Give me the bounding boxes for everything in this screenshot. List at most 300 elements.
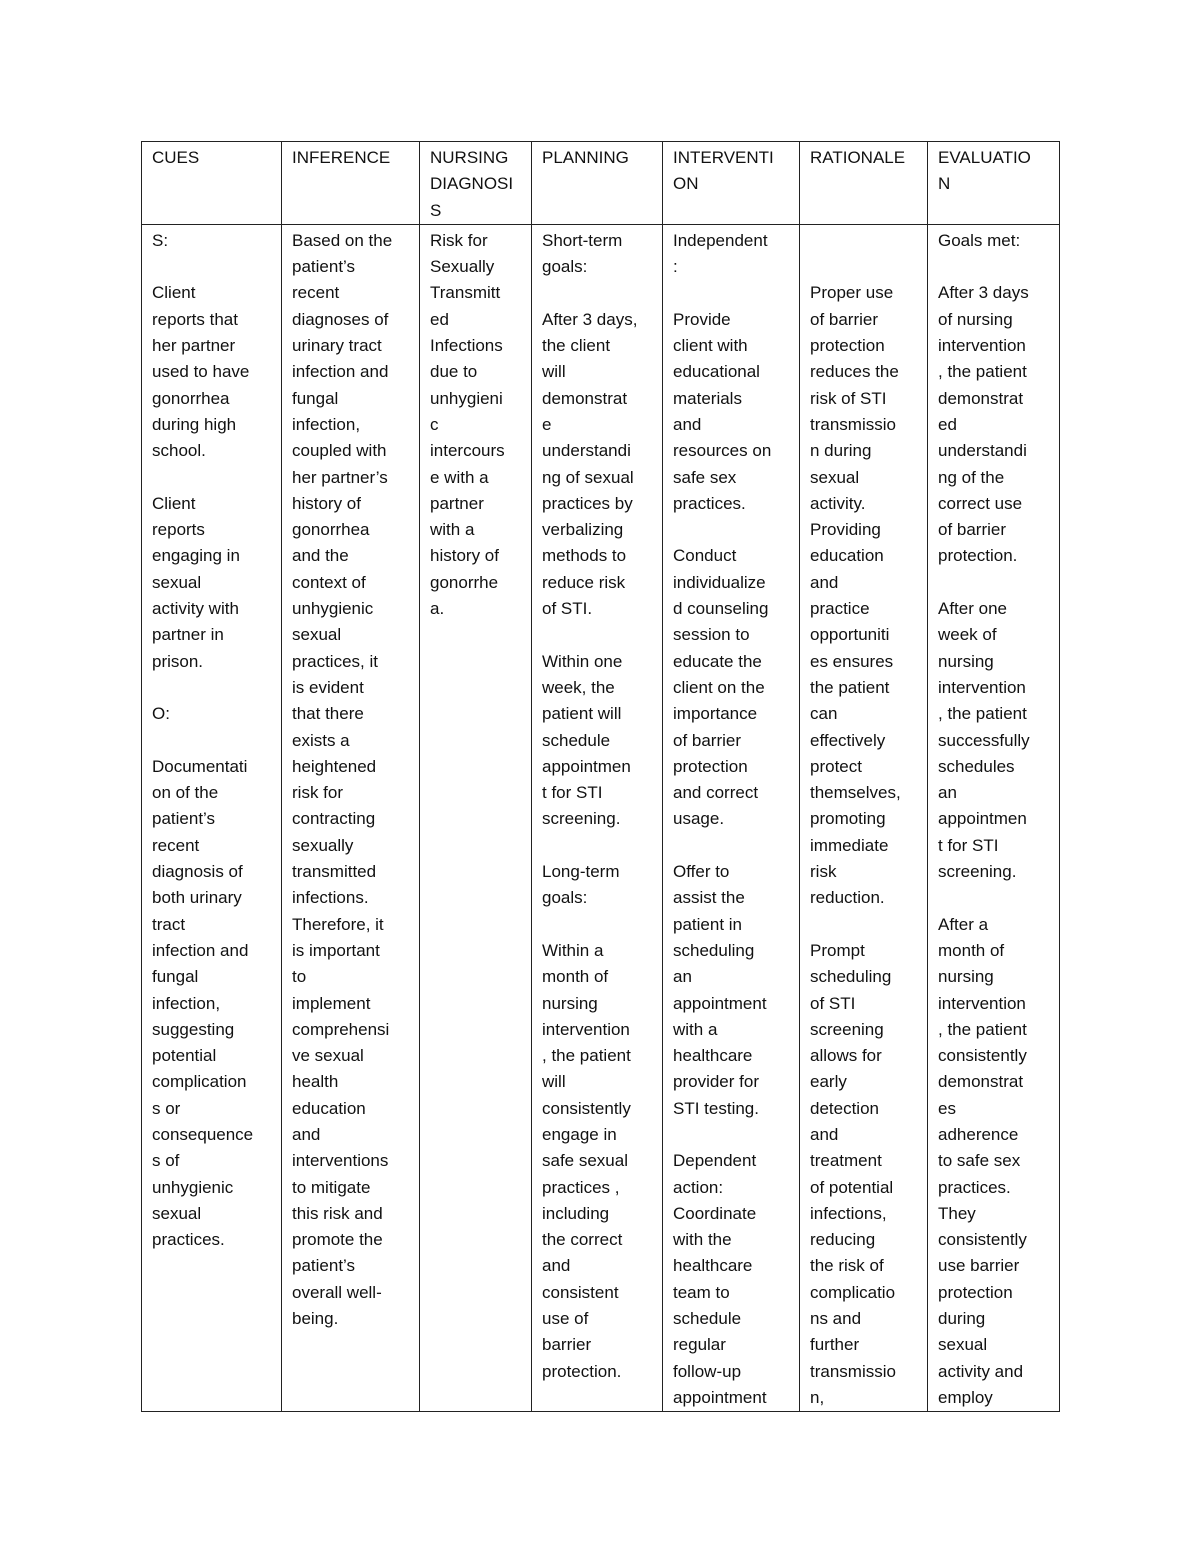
- text-line: including: [542, 1203, 610, 1223]
- text-line: allows for: [810, 1046, 882, 1066]
- text-line: unhygienic: [292, 599, 374, 619]
- text-line: activity.: [810, 493, 866, 513]
- text-line: reports that: [152, 309, 238, 329]
- text-line: early: [810, 1072, 847, 1092]
- text-line: risk of STI: [810, 388, 887, 408]
- text-line: schedule: [542, 730, 611, 750]
- text-line: implement: [292, 993, 371, 1013]
- text-line: [542, 280, 658, 306]
- text-line: suggesting: [152, 1019, 235, 1039]
- nursing-diagnosis-cell: [420, 224, 532, 1411]
- text-line: practices, it: [292, 651, 378, 671]
- text-line: verbalizing: [542, 520, 624, 540]
- text-line: to: [292, 967, 307, 987]
- text-line: patient in: [673, 914, 742, 934]
- text-line: patient will: [542, 704, 622, 724]
- text-line: consistently: [542, 1098, 631, 1118]
- text-line: month of: [938, 940, 1005, 960]
- text-line: health: [292, 1072, 339, 1092]
- text-line: session to: [673, 625, 750, 645]
- text-line: can: [810, 704, 838, 724]
- text-line: effectively: [810, 730, 886, 750]
- text-line: on of the: [152, 783, 219, 803]
- text-line: EVALUATIO: [938, 148, 1031, 167]
- text-line: , the patient: [938, 1019, 1027, 1039]
- text-line: successfully: [938, 730, 1030, 750]
- text-line: They: [938, 1203, 976, 1223]
- text-line: gonorrhe: [430, 572, 499, 592]
- text-line: her partner: [152, 336, 236, 356]
- text-line: of nursing: [938, 309, 1013, 329]
- text-line: during: [938, 1309, 986, 1329]
- text-line: [938, 254, 1055, 280]
- text-line: safe sex: [673, 467, 737, 487]
- text-line: will: [542, 1072, 566, 1092]
- text-line: Conduct: [673, 546, 737, 566]
- text-line: t for STI: [542, 783, 603, 803]
- text-line: the risk of: [810, 1256, 884, 1276]
- text-line: Short-term: [542, 230, 623, 250]
- text-line: education: [292, 1098, 366, 1118]
- text-line: diagnoses of: [292, 309, 389, 329]
- text-line: gonorrhea: [292, 520, 370, 540]
- text-line: detection: [810, 1098, 879, 1118]
- text-line: the correct: [542, 1230, 623, 1250]
- text-line: engaging in: [152, 546, 240, 566]
- text-line: reduce risk: [542, 572, 626, 592]
- text-line: NURSING: [430, 148, 509, 167]
- text-line: this risk and: [292, 1203, 383, 1223]
- text-line: After 3 days: [938, 283, 1029, 303]
- text-line: appointment: [673, 1387, 767, 1407]
- text-line: sexual: [810, 467, 860, 487]
- text-line: [673, 517, 795, 543]
- text-line: adherence: [938, 1124, 1019, 1144]
- text-line: with the: [673, 1230, 732, 1250]
- text-line: Transmitt: [430, 283, 501, 303]
- text-line: CUES: [152, 148, 200, 167]
- text-line: heightened: [292, 756, 377, 776]
- text-line: activity and: [938, 1361, 1024, 1381]
- text-line: Based on the: [292, 230, 393, 250]
- text-line: N: [938, 174, 951, 194]
- text-line: Documentati: [152, 756, 248, 776]
- text-line: scheduling: [810, 967, 892, 987]
- text-line: sexual: [152, 572, 202, 592]
- text-line: and correct: [673, 783, 759, 803]
- text-line: sexually: [292, 835, 354, 855]
- text-line: to mitigate: [292, 1177, 371, 1197]
- text-line: demonstrat: [938, 388, 1024, 408]
- text-line: goals:: [542, 257, 588, 277]
- text-line: school.: [152, 441, 206, 461]
- text-line: [152, 254, 277, 280]
- text-line: scheduling: [673, 940, 755, 960]
- text-line: es: [938, 1098, 956, 1118]
- text-line: transmitted: [292, 862, 377, 882]
- text-line: [152, 465, 277, 491]
- text-line: d counseling: [673, 599, 769, 619]
- text-line: Infections: [430, 336, 503, 356]
- text-line: the patient: [810, 677, 890, 697]
- text-line: Sexually: [430, 257, 495, 277]
- text-line: e with a: [430, 467, 489, 487]
- text-line: resources on: [673, 441, 772, 461]
- text-line: exists a: [292, 730, 350, 750]
- text-line: used to have: [152, 362, 250, 382]
- text-line: ve sexual: [292, 1046, 364, 1066]
- text-line: reducing: [810, 1230, 876, 1250]
- text-line: intervention: [938, 677, 1026, 697]
- text-line: c: [430, 414, 439, 434]
- text-line: infections.: [292, 888, 369, 908]
- text-line: Client: [152, 283, 196, 303]
- text-line: intervention: [938, 336, 1026, 356]
- text-line: and: [810, 1124, 839, 1144]
- text-line: educational: [673, 362, 760, 382]
- text-line: e: [542, 414, 552, 434]
- text-line: demonstrat: [542, 388, 628, 408]
- text-line: demonstrat: [938, 1072, 1024, 1092]
- text-line: INFERENCE: [292, 148, 391, 167]
- text-line: activity with: [152, 599, 239, 619]
- text-line: intervention: [542, 1019, 630, 1039]
- text-line: prison.: [152, 651, 204, 671]
- text-line: [673, 280, 795, 306]
- text-line: intercours: [430, 441, 505, 461]
- text-line: patient’s: [152, 809, 216, 829]
- text-line: [152, 675, 277, 701]
- text-line: immediate: [810, 835, 889, 855]
- header-rationale: [800, 142, 928, 225]
- text-line: partner: [430, 493, 484, 513]
- text-line: :: [673, 257, 678, 277]
- text-line: will: [542, 362, 566, 382]
- text-line: opportuniti: [810, 625, 890, 645]
- text-line: unhygienic: [152, 1177, 234, 1197]
- text-line: After a: [938, 914, 989, 934]
- text-line: safe sexual: [542, 1151, 628, 1171]
- text-line: S: [430, 200, 442, 220]
- text-line: ed: [430, 309, 449, 329]
- text-line: transmissio: [810, 414, 896, 434]
- text-line: Proper use: [810, 283, 894, 303]
- planning-cell: [532, 224, 663, 1411]
- text-line: sexual: [938, 1335, 988, 1355]
- text-line: Independent: [673, 230, 768, 250]
- text-line: practices ,: [542, 1177, 620, 1197]
- text-line: use of: [542, 1309, 589, 1329]
- text-line: an: [673, 967, 692, 987]
- text-line: nursing: [542, 993, 598, 1013]
- text-line: unhygieni: [430, 388, 503, 408]
- rationale-cell: [800, 224, 928, 1411]
- text-line: assist the: [673, 888, 745, 908]
- text-line: patient’s: [292, 1256, 356, 1276]
- text-line: due to: [430, 362, 478, 382]
- text-line: appointmen: [542, 756, 631, 776]
- text-line: practices by: [542, 493, 633, 513]
- text-line: , the patient: [938, 704, 1027, 724]
- text-line: employ: [938, 1387, 993, 1407]
- text-line: month of: [542, 967, 609, 987]
- text-line: s or: [152, 1098, 181, 1118]
- text-line: urinary tract: [292, 336, 382, 356]
- text-line: infections,: [810, 1203, 887, 1223]
- text-line: complication: [152, 1072, 247, 1092]
- text-line: screening: [810, 1019, 884, 1039]
- text-line: interventions: [292, 1151, 389, 1171]
- text-line: and: [542, 1256, 571, 1276]
- text-line: a.: [430, 599, 445, 619]
- text-line: context of: [292, 572, 366, 592]
- text-line: protection.: [542, 1361, 622, 1381]
- text-line: importance: [673, 704, 758, 724]
- text-line: and: [292, 1124, 321, 1144]
- text-line: [152, 728, 277, 754]
- header-nursing-diagnosis: [420, 142, 532, 225]
- header-inference: [282, 142, 420, 225]
- text-line: sexual: [292, 625, 342, 645]
- text-line: infection and: [292, 362, 389, 382]
- text-line: practices.: [938, 1177, 1011, 1197]
- text-line: follow-up: [673, 1361, 742, 1381]
- text-line: is important: [292, 940, 380, 960]
- text-line: ng of sexual: [542, 467, 634, 487]
- text-line: understandi: [938, 441, 1027, 461]
- text-line: nursing: [938, 967, 994, 987]
- text-line: promote the: [292, 1230, 383, 1250]
- text-line: consistently: [938, 1230, 1027, 1250]
- text-line: Provide: [673, 309, 731, 329]
- cues-cell: [142, 224, 282, 1411]
- text-line: of barrier: [938, 520, 1007, 540]
- text-line: Within a: [542, 940, 604, 960]
- text-line: [810, 254, 923, 280]
- text-line: risk: [810, 862, 837, 882]
- text-line: After 3 days,: [542, 309, 638, 329]
- text-line: ng of the: [938, 467, 1005, 487]
- text-line: Therefore, it: [292, 914, 384, 934]
- text-line: client with: [673, 336, 748, 356]
- text-line: appointment: [673, 993, 767, 1013]
- text-line: After one: [938, 599, 1007, 619]
- text-line: protection: [938, 1282, 1013, 1302]
- text-line: comprehensi: [292, 1019, 390, 1039]
- text-line: schedules: [938, 756, 1015, 776]
- text-line: Coordinate: [673, 1203, 757, 1223]
- text-line: being.: [292, 1309, 339, 1329]
- text-line: ns and: [810, 1309, 862, 1329]
- text-line: reports: [152, 520, 205, 540]
- text-line: transmissio: [810, 1361, 896, 1381]
- text-line: risk for: [292, 783, 343, 803]
- text-line: s of: [152, 1151, 180, 1171]
- text-line: potential: [152, 1046, 217, 1066]
- text-line: , the patient: [938, 362, 1027, 382]
- text-line: team to: [673, 1282, 730, 1302]
- text-line: screening.: [542, 809, 621, 829]
- text-line: t for STI: [938, 835, 999, 855]
- text-line: client on the: [673, 677, 765, 697]
- nursing-care-plan-table: [141, 141, 1060, 1412]
- text-line: recent: [292, 283, 340, 303]
- text-line: healthcare: [673, 1046, 753, 1066]
- text-line: RATIONALE: [810, 148, 906, 167]
- text-line: Client: [152, 493, 196, 513]
- text-line: [673, 1122, 795, 1148]
- header-evaluation: [928, 142, 1060, 225]
- text-line: of barrier: [810, 309, 879, 329]
- text-line: n,: [810, 1387, 825, 1407]
- text-line: with a: [430, 520, 475, 540]
- text-line: during high: [152, 414, 237, 434]
- text-line: [673, 833, 795, 859]
- text-line: tract: [152, 914, 186, 934]
- text-line: and: [673, 414, 702, 434]
- header-intervention: [663, 142, 800, 225]
- text-line: Providing: [810, 520, 881, 540]
- text-line: , the patient: [542, 1046, 631, 1066]
- text-line: goals:: [542, 888, 588, 908]
- header-planning: [532, 142, 663, 225]
- text-line: history of: [292, 493, 361, 513]
- text-line: the client: [542, 336, 611, 356]
- text-line: further: [810, 1335, 860, 1355]
- text-line: screening.: [938, 862, 1017, 882]
- text-line: ON: [673, 174, 699, 194]
- text-line: gonorrhea: [152, 388, 230, 408]
- intervention-cell: [663, 224, 800, 1411]
- text-line: provider for: [673, 1072, 759, 1092]
- text-line: Prompt: [810, 940, 865, 960]
- text-line: fungal: [292, 388, 339, 408]
- text-line: that there: [292, 704, 364, 724]
- text-line: STI testing.: [673, 1098, 759, 1118]
- text-line: regular: [673, 1335, 726, 1355]
- text-line: usage.: [673, 809, 725, 829]
- text-line: week of: [938, 625, 997, 645]
- text-line: patient’s: [292, 257, 356, 277]
- text-line: consistently: [938, 1046, 1027, 1066]
- content-row: [142, 224, 1060, 1411]
- evaluation-cell: [928, 224, 1060, 1411]
- text-line: schedule: [673, 1309, 742, 1329]
- text-line: week, the: [542, 677, 615, 697]
- text-line: intervention: [938, 993, 1026, 1013]
- text-line: [810, 912, 923, 938]
- text-line: use barrier: [938, 1256, 1020, 1276]
- inference-cell: [282, 224, 420, 1411]
- text-line: protection: [810, 336, 885, 356]
- text-line: protect: [810, 756, 862, 776]
- text-line: consequence: [152, 1124, 254, 1144]
- text-line: and: [810, 572, 839, 592]
- text-line: Offer to: [673, 862, 730, 882]
- text-line: promoting: [810, 809, 886, 829]
- header-cues: [142, 142, 282, 225]
- text-line: INTERVENTI: [673, 148, 774, 167]
- text-line: is evident: [292, 677, 364, 697]
- text-line: treatment: [810, 1151, 882, 1171]
- text-line: practices.: [673, 493, 746, 513]
- text-line: an: [938, 783, 957, 803]
- text-line: action:: [673, 1177, 724, 1197]
- text-line: partner in: [152, 625, 224, 645]
- text-line: contracting: [292, 809, 376, 829]
- text-line: PLANNING: [542, 148, 629, 167]
- text-line: coupled with: [292, 441, 387, 461]
- text-line: [542, 622, 658, 648]
- text-line: reduction.: [810, 888, 885, 908]
- text-line: reduces the: [810, 362, 899, 382]
- text-line: of potential: [810, 1177, 894, 1197]
- text-line: Long-term: [542, 862, 620, 882]
- text-line: and the: [292, 546, 349, 566]
- text-line: infection,: [152, 993, 221, 1013]
- text-line: consistent: [542, 1282, 619, 1302]
- text-line: themselves,: [810, 783, 901, 803]
- text-line: education: [810, 546, 884, 566]
- text-line: Goals met:: [938, 230, 1021, 250]
- text-line: diagnosis of: [152, 862, 243, 882]
- text-line: Within one: [542, 651, 623, 671]
- text-line: n during: [810, 441, 872, 461]
- text-line: [938, 570, 1055, 596]
- text-line: her partner’s: [292, 467, 388, 487]
- text-line: understandi: [542, 441, 631, 461]
- text-line: practice: [810, 599, 870, 619]
- text-line: Risk for: [430, 230, 488, 250]
- text-line: engage in: [542, 1124, 617, 1144]
- text-line: ed: [938, 414, 957, 434]
- text-line: materials: [673, 388, 742, 408]
- text-line: complicatio: [810, 1282, 896, 1302]
- text-line: of STI.: [542, 599, 593, 619]
- text-line: sexual: [152, 1203, 202, 1223]
- text-line: methods to: [542, 546, 627, 566]
- text-line: fungal: [152, 967, 199, 987]
- text-line: [542, 912, 658, 938]
- text-line: overall well-: [292, 1282, 382, 1302]
- text-line: [542, 833, 658, 859]
- text-line: appointmen: [938, 809, 1027, 829]
- text-line: infection,: [292, 414, 361, 434]
- text-line: [810, 228, 923, 254]
- text-line: educate the: [673, 651, 762, 671]
- text-line: recent: [152, 835, 200, 855]
- text-line: Dependent: [673, 1151, 757, 1171]
- text-line: nursing: [938, 651, 994, 671]
- text-line: [938, 885, 1055, 911]
- text-line: S:: [152, 230, 169, 250]
- header-row: [142, 142, 1060, 225]
- text-line: protection: [673, 756, 748, 776]
- text-line: barrier: [542, 1335, 592, 1355]
- text-line: correct use: [938, 493, 1023, 513]
- text-line: with a: [673, 1019, 718, 1039]
- text-line: healthcare: [673, 1256, 753, 1276]
- text-line: protection.: [938, 546, 1018, 566]
- text-line: es ensures: [810, 651, 894, 671]
- text-line: both urinary: [152, 888, 242, 908]
- text-line: practices.: [152, 1230, 225, 1250]
- text-line: of barrier: [673, 730, 742, 750]
- text-line: DIAGNOSI: [430, 174, 514, 194]
- text-line: individualize: [673, 572, 766, 592]
- text-line: to safe sex: [938, 1151, 1021, 1171]
- text-line: of STI: [810, 993, 856, 1013]
